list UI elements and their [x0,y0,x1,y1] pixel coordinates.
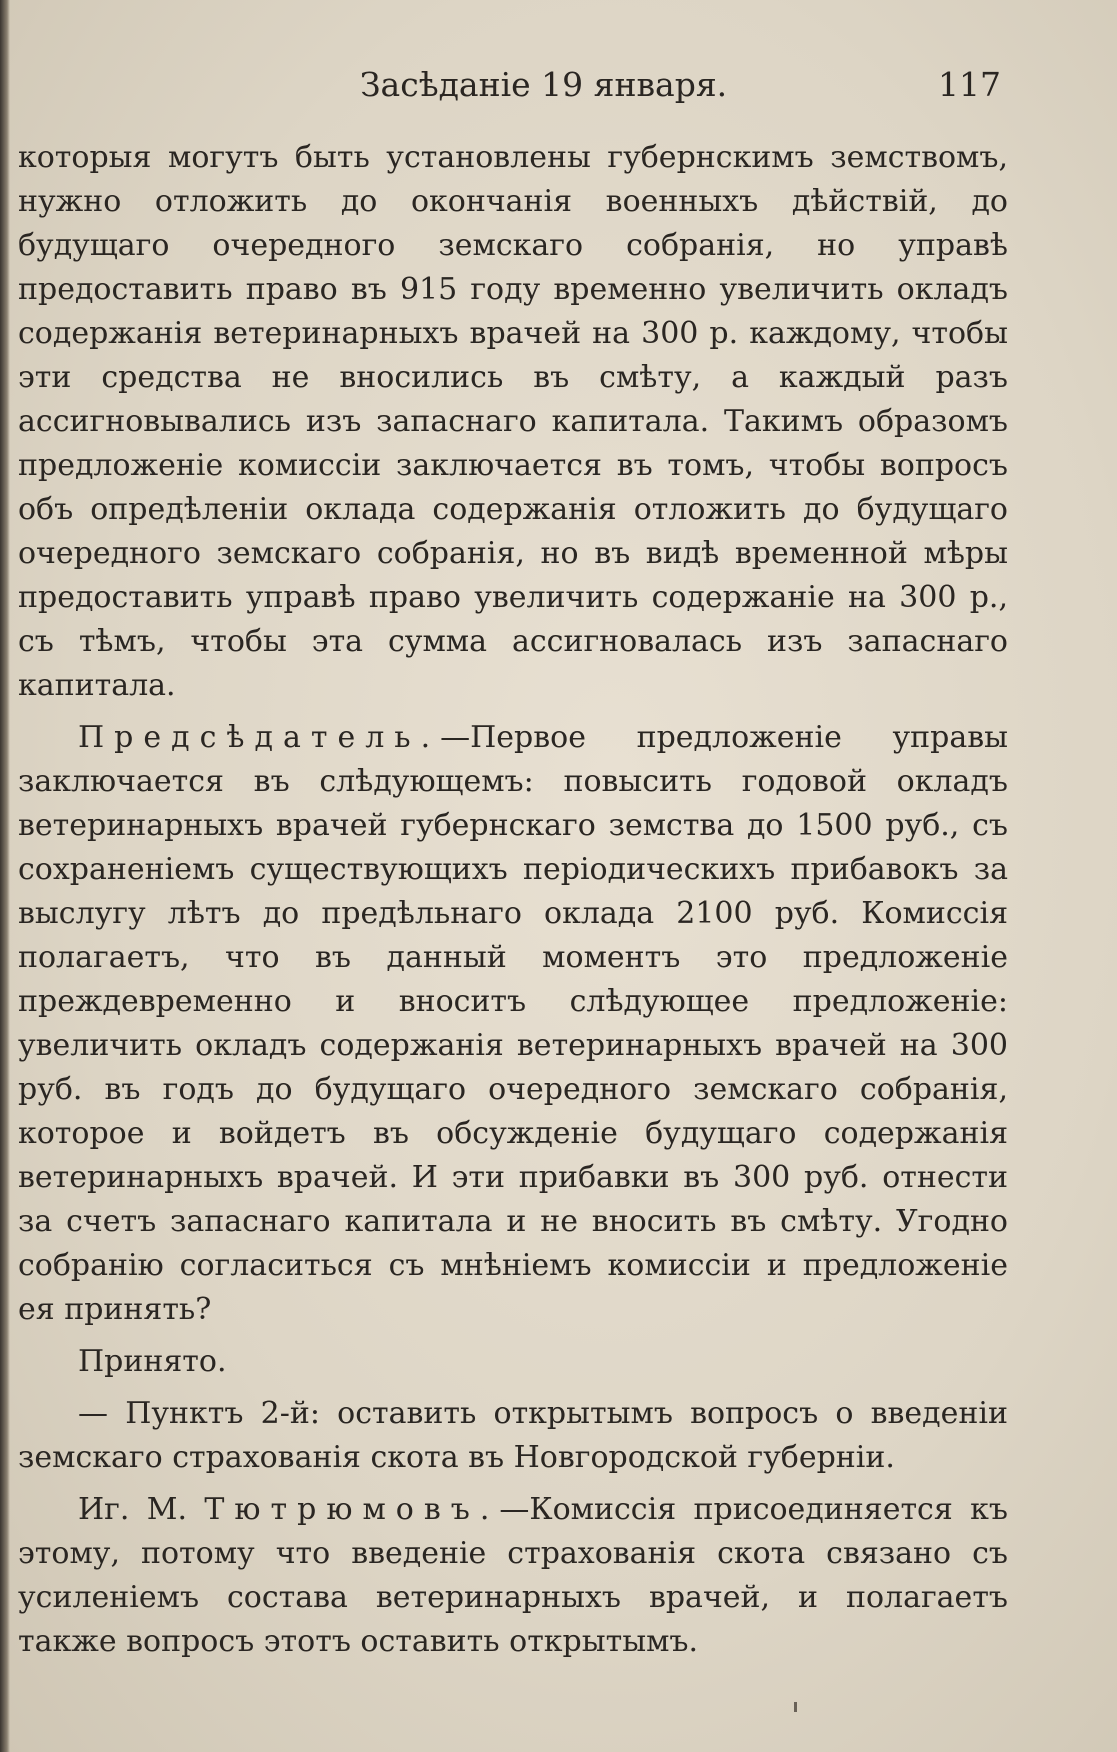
page-binding-edge [0,0,10,1752]
body-text [18,136,1008,1672]
page-number: 117 [938,65,1001,104]
paragraph-text: Принято. [78,1344,227,1379]
running-header [0,62,1117,112]
paragraph [18,1340,1008,1384]
paragraph-text: —Первое предложеніе управы заключается въ слѣдующемъ: повысить годовой окладъ ветеринарныхъ врачей губернскаго земства до 1500 руб., съ сохраненіемъ существующихъ періодическихъ прибавокъ за выслугу лѣтъ до предѣльнаго оклада 2100 руб. Комиссія полагаетъ, что въ данный моментъ это предложеніе преждевременно и вноситъ слѣдующее предложеніе: увеличить окладъ содержанія ветеринарныхъ врачей на 300 руб. въ годъ до будущаго очередного земскаго собранія, которое и войдетъ въ обсужденіе будущаго содержанія ветеринарныхъ врачей. И эти прибавки въ 300 руб. отнести за счетъ запаснаго капитала и не вносить въ смѣту. Угодно собранію согласиться съ мнѣніемъ комиссіи и предложеніе ея принять? [18,720,1008,1327]
paragraph-text: которыя могутъ быть установлены губернскимъ земствомъ, нужно отложить до окончанія военныхъ дѣйствій, до будущаго очередного земскаго собранія, но управѣ предоставить право въ 915 году временно увеличить окладъ содержанія ветеринарныхъ врачей на 300 р. каждому, чтобы эти средства не вносились въ смѣту, а каждый разъ ассигновывались изъ запаснаго капитала. Такимъ образомъ предложеніе комиссіи заключается въ томъ, чтобы вопросъ объ опредѣленіи оклада содержанія отложить до будущаго очередного земскаго собранія, но въ видѣ временной мѣры предоставить управѣ право увеличить содержаніе на 300 р., съ тѣмъ, чтобы эта сумма ассигновалась изъ запаснаго капитала. [18,140,1008,703]
paragraph [18,1488,1008,1664]
paragraph [18,136,1008,708]
header-title: Засѣданіе 19 января. [360,65,728,104]
paragraph [18,1392,1008,1480]
speaker-name: Предсѣдатель. [78,720,441,755]
paragraph-text: —Комиссія присоединяется къ этому, потому что введеніе страхованія скота связано съ усиленіемъ состава ветеринарныхъ врачей, и полагаетъ также вопросъ этотъ оставить открытымъ. [18,1492,1008,1659]
speaker-prefix: Иг. М. [78,1492,205,1527]
paragraph-text: — Пунктъ 2-й: оставить открытымъ вопросъ о введеніи земскаго страхованія скота въ Новгородской губерніи. [18,1396,1008,1475]
print-speck [794,1702,797,1712]
speaker-name: Тютрюмовъ. [204,1492,500,1527]
paragraph [18,716,1008,1332]
